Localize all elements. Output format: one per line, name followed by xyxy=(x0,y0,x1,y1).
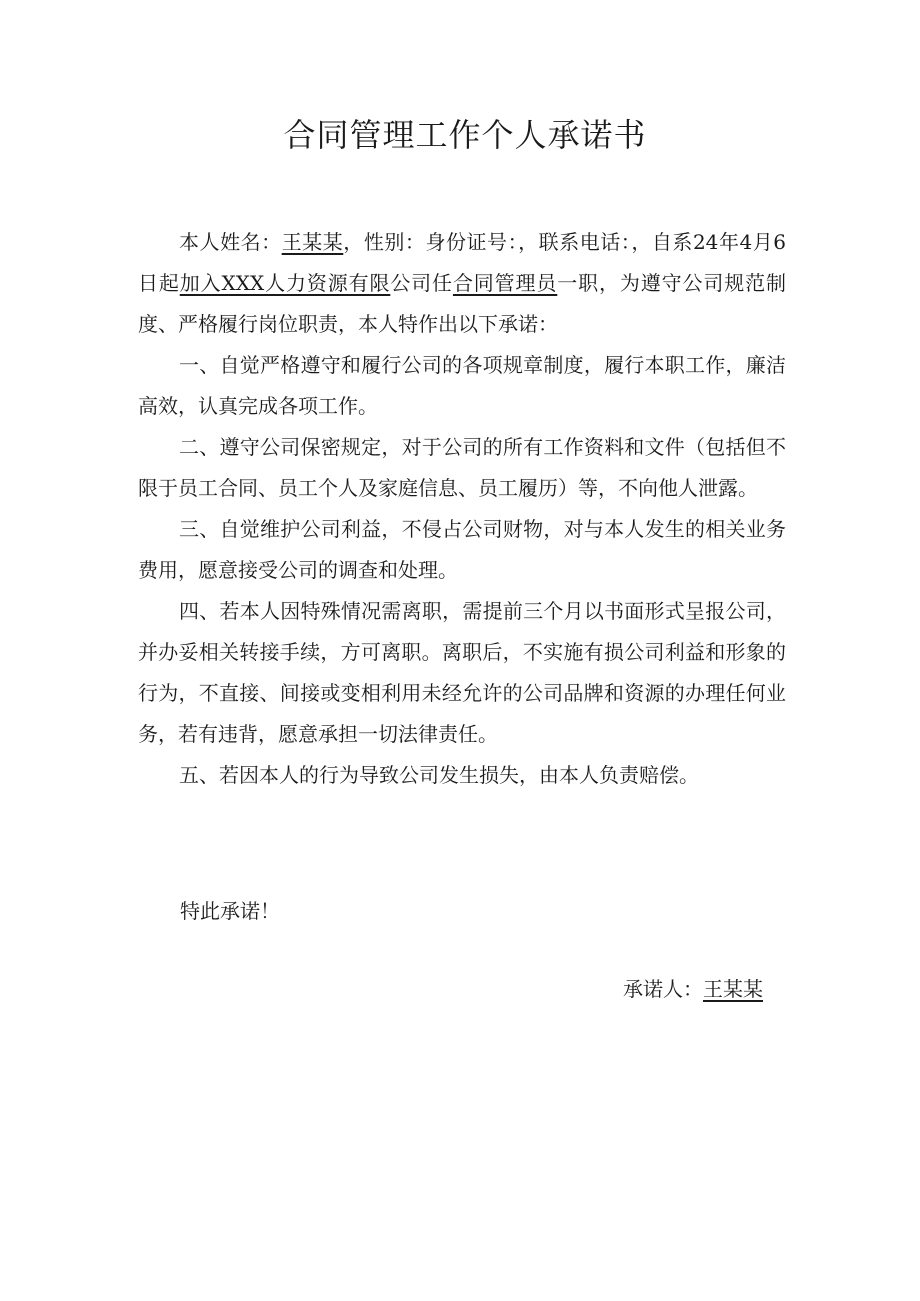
signature-name: 王某某 xyxy=(703,977,763,1001)
commitment-item-4: 四、若本人因特殊情况需离职，需提前三个月以书面形式呈报公司，并办妥相关转接手续，方可离职。离职后，不实施有损公司利益和形象的行为，不直接、间接或变相利用未经允许的公司品牌和资源的办理任何业务，若有违背，愿意承担一切法律责任。 xyxy=(138,599,786,746)
position-name: 合同管理员 xyxy=(452,271,558,295)
commitment-item-1: 一、自觉严格遵守和履行公司的各项规章制度，履行本职工作，廉洁高效，认真完成各项工作。 xyxy=(138,353,786,418)
signature-label: 承诺人： xyxy=(623,977,703,1001)
commitment-item-3: 三、自觉维护公司利益，不侵占公司财物，对与本人发生的相关业务费用，愿意接受公司的调查和处理。 xyxy=(138,517,786,582)
closing-statement: 特此承诺！ xyxy=(180,899,280,923)
intro-text-2: 公司任 xyxy=(390,271,453,295)
intro-text: ，性别：身份证号：，联系电话：，自系24年4月6日起 xyxy=(138,230,786,295)
intro-paragraph xyxy=(138,222,786,345)
person-name: 王某某 xyxy=(281,230,344,254)
signature-line xyxy=(623,969,763,1009)
commitment-item-5: 五、若因本人的行为导致公司发生损失，由本人负责赔偿。 xyxy=(179,763,699,787)
name-label: 本人姓名： xyxy=(179,230,282,254)
document-body xyxy=(138,222,786,796)
commitment-item-2: 二、遵守公司保密规定，对于公司的所有工作资料和文件（包括但不限于员工合同、员工个人及家庭信息、员工履历）等，不向他人泄露。 xyxy=(138,435,786,500)
company-name: 加入XXX人力资源有限 xyxy=(179,271,391,295)
intro-text-3: 一职，为遵守公司规范制度、严格履行岗位职责，本人特作出以下承诺： xyxy=(138,271,787,336)
document-title: 合同管理工作个人承诺书 xyxy=(283,116,647,154)
